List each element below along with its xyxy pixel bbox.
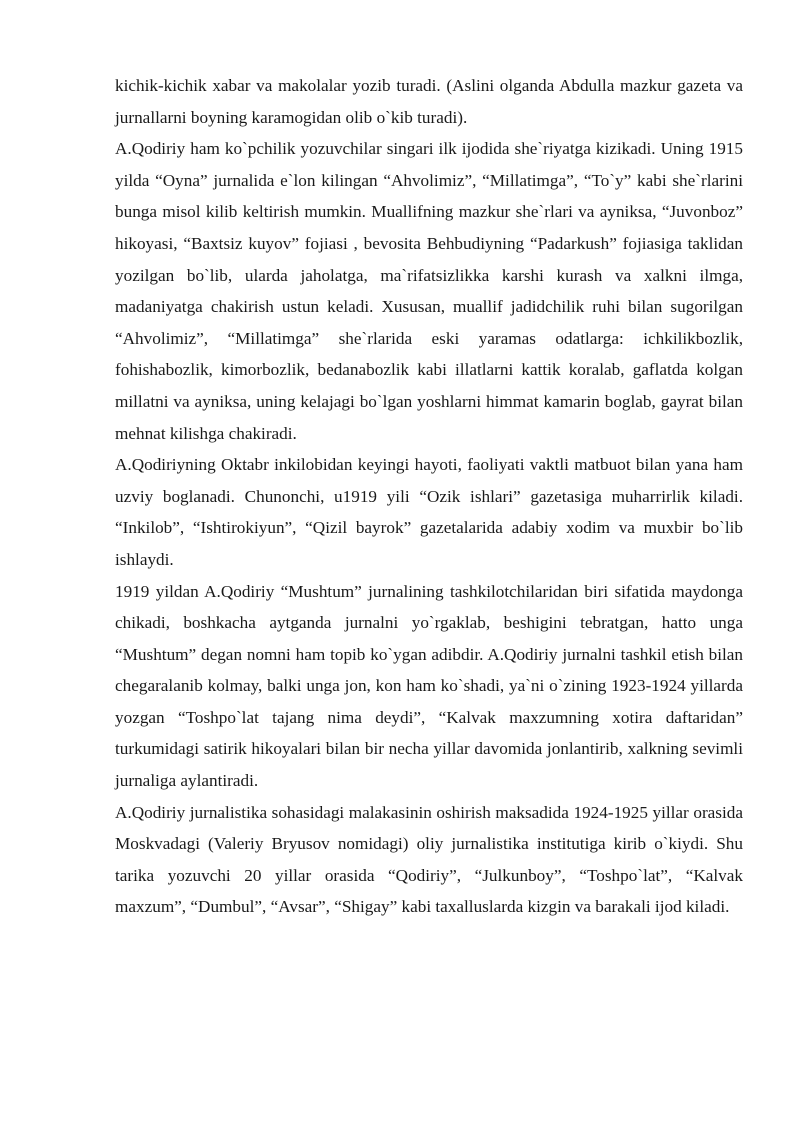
paragraph-4: 1919 yildan A.Qodiriy “Mushtum” jurnalining tashkilotchilaridan biri sifatida maydonga chikadi, boshkacha aytganda jurnalni yo`rgaklab, beshigini tebratgan, hatto unga “Mushtum” degan nomni ham topib ko`ygan adibdir. A.Qodiriy jurnalni tashkil etish bilan chegaralanib kolmay, balki unga jon, kon ham ko`shadi, ya`ni o`zining 1923-1924 yillarda yozgan “Toshpo`lat tajang nima deydi”, “Kalvak maxzumning xotira daftaridan” turkumidagi satirik hikoyalari bilan bir necha yillar davomida jonlantirib, xalkning sevimli jurnaliga aylantiradi.	[115, 581, 743, 791]
paragraph-3: A.Qodiriyning Oktabr inkilobidan keyingi hayoti, faoliyati vaktli matbuot bilan yana ham uzviy boglanadi. Chunonchi, u1919 yili “Ozik ishlari” gazetasiga muharrirlik kiladi. “Inkilob”, “Ishtirokiyun”, “Qizil bayrok” gazetalarida adabiy xodim va muxbir bo`lib ishlaydi.	[115, 455, 743, 569]
paragraph-5: A.Qodiriy jurnalistika sohasidagi malakasinin oshirish maksadida 1924-1925 yillar orasida Moskvadagi (Valeriy Bryusov nomidagi) oliy jurnalistika institutiga kirib o`kiydi. Shu tarika yozuvchi 20 yillar orasida “Qodiriy”, “Julkunboy”, “Toshpo`lat”, “Kalvak maxzum”, “Dumbul”, “Avsar”, “Shigay” kabi taxalluslarda kizgin va barakali ijod kiladi.	[115, 802, 743, 917]
paragraph-2: A.Qodiriy ham ko`pchilik yozuvchilar singari ilk ijodida she`riyatga kizikadi. Uning 1915 yilda “Oyna” jurnalida e`lon kilingan “Ahvolimiz”, “Millatimga”, “To`y” kabi she`rlarini bunga misol kilib keltirish mumkin. Muallifning mazkur she`rlari va ayniksa, “Juvonboz” hikoyasi, “Baxtsiz kuyov” fojiasi , bevosita Behbudiyning “Padarkush” fojiasiga taklidan yozilgan bo`lib, ularda jaholatga, ma`rifatsizlikka karshi kurash va xalkni ilmga, madaniyatga chakirish ustun keladi. Xususan, muallif jadidchilik ruhi bilan sugorilgan “Ahvolimiz”, “Millatimga” she`rlarida eski yaramas odatlarga: ichkilikbozlik, fohishabozlik, kimorbozlik, bedanabozlik kabi illatlarni kattik koralab, gaflatda kolgan millatni va ayniksa, uning kelajagi bo`lgan yoshlarni himmat kamarin boglab, gayrat bilan mehnat kilishga chakiradi.	[115, 139, 743, 443]
paragraph-1: kichik-kichik xabar va makolalar yozib turadi. (Aslini olganda Abdulla mazkur gazeta va jurnallarni boyning karamogidan olib o`kib turadi).	[115, 76, 743, 127]
document-body	[115, 70, 743, 923]
